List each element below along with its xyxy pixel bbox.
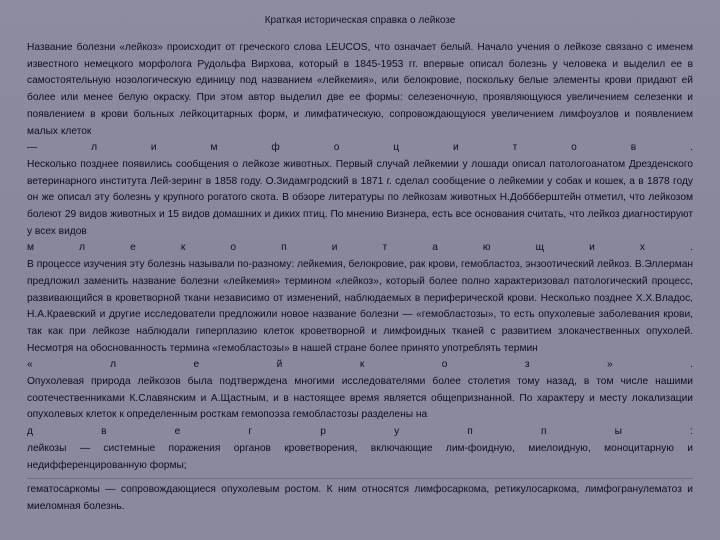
paragraph-hematosarcomas: гематосаркомы — сопровождающиеся опухолевым ростом. К ним относятся лимфосаркома, ретикулосаркома, лимфогранулематоз и миеломная болезнь. bbox=[27, 484, 693, 512]
spaced-letter: м bbox=[27, 242, 35, 254]
spaced-letter: е bbox=[193, 359, 200, 371]
spaced-letter: — bbox=[27, 142, 38, 154]
spaced-letter: о bbox=[333, 142, 340, 154]
slide-title: Краткая историческая справка о лейкозе bbox=[264, 15, 456, 26]
spaced-letter: е bbox=[174, 426, 181, 438]
spaced-letter: р bbox=[320, 426, 326, 438]
paragraph-tumor-nature: Опухолевая природа лейкозов была подтверждена многими исследователями более столетия тому назад, в том числе нашими соотечественниками К.Славянским и А.Щастным, и в настоящее время является общепризнанной. По характеру и месту локализации опухолевых клеток к определенным росткам гемопоэза гемобластозы разделены на bbox=[27, 376, 693, 421]
spaced-letter: к bbox=[359, 359, 365, 371]
spaced-letter: . bbox=[690, 359, 693, 371]
spaced-letter: . bbox=[690, 242, 693, 254]
spaced-line-2 bbox=[27, 240, 693, 257]
spaced-letter: л bbox=[91, 142, 98, 154]
spaced-letter: х bbox=[639, 242, 645, 254]
paragraph-leukoses: лейкозы — системные поражения органов кроветворения, включающие лим-фоидную, миелоидную, моноцитарную и недифференцированную формы; bbox=[27, 442, 693, 471]
spaced-letter: м bbox=[210, 142, 218, 154]
spaced-line-1 bbox=[27, 140, 693, 157]
spaced-letter: а bbox=[432, 242, 438, 254]
spaced-letter: . bbox=[690, 142, 693, 154]
spaced-letter: у bbox=[394, 426, 400, 438]
spaced-line-4 bbox=[27, 424, 693, 441]
spaced-letter: и bbox=[331, 242, 338, 254]
spaced-letter: д bbox=[27, 426, 33, 438]
spaced-letter: т bbox=[382, 242, 388, 254]
paragraph-terminology: В процессе изучения эту болезнь называли по-разному: лейкемия, белокровие, рак крови, гемобластоз, энзоотический лейкоз. В.Эллерман предложил заменить название болезни «лейкемия» термином «лейкоз», который более полно характеризовал патологический процесс, развивающийся в кроветворной ткани независимо от изменений, наблюдаемых в периферической крови. Несколько позднее Х.Х.Владос, Н.А.Краевский и другие исследователи предложили новое название болезни — «гемобластозы», то есть опухолевые заболевания крови, так как при лейкозе наблюдали гиперплазию клеток кроветворной и лимфоидных тканей с развитием злокачественных опухолей. Несмотря на обоснованность термина «гемобластозы» в нашей стране более принято употреблять термин bbox=[27, 259, 693, 354]
spaced-letter: щ bbox=[535, 242, 545, 254]
spaced-letter: ф bbox=[271, 142, 280, 154]
spaced-letter: з bbox=[524, 359, 530, 371]
spaced-letter: е bbox=[130, 242, 136, 254]
spaced-letter: » bbox=[606, 359, 613, 371]
paragraph-animals: Несколько позднее появились сообщения о лейкозе животных. Первый случай лейкемии у лошади описал патологоанатом Дрезденского ветеринарного института Лей-зеринг в 1858 году. О.Зидамгродский в 1871 г. сделал сообщение о лейкемии у собак и кошек, а в 1878 году он же описал эту болезнь у крупного рогатого скота. В обзоре литературы по лейкозам животных Н.Доббберштейн отметил, что лейкозом болеют 29 видов животных и 15 видов домашних и диких птиц. По мнению Визнера, есть все основания считать, что лейкоз диагностируют у всех видов bbox=[27, 158, 693, 237]
spaced-letter: о bbox=[571, 142, 577, 154]
spaced-letter: т bbox=[512, 142, 518, 154]
spaced-letter: г bbox=[248, 426, 253, 438]
spaced-letter: й bbox=[276, 359, 283, 371]
spaced-letter: в bbox=[101, 426, 107, 438]
spaced-letter: и bbox=[453, 142, 459, 154]
spaced-letter: ц bbox=[393, 142, 400, 154]
spaced-letter: и bbox=[589, 242, 595, 254]
spaced-letter: ы bbox=[614, 426, 622, 438]
spaced-letter: к bbox=[180, 242, 186, 254]
spaced-letter: п bbox=[540, 426, 547, 438]
spaced-letter: л bbox=[110, 359, 117, 371]
divider bbox=[27, 478, 693, 479]
spaced-letter: о bbox=[230, 242, 237, 254]
spaced-letter: п bbox=[281, 242, 287, 254]
spaced-letter: в bbox=[630, 142, 637, 154]
spaced-letter: : bbox=[690, 426, 693, 438]
paragraph-virchow: Название болезни «лейкоз» происходит от греческого слова LEUCOS, что означает белый. Начало учения о лейкозе связано с именем известного немецкого морфолога Рудольфа Вирхова, который в 1845-1953 гг. впервые описал болезнь у человека и выделил ее в самостоятельную нозологическую единицу под названием «лейкемия», или белокровие, поскольку белые элементы крови придают ей более или менее белую окраску. При этом автор выделил две ее формы: селезеночную, проявляющуюся увеличением селезенки и появлением в крови больных лейкоцитарных форм, и лимфатическую, сопровождающуюся увеличением лимфоузлов и появлением малых клеток bbox=[27, 42, 693, 137]
spaced-letter: « bbox=[27, 359, 33, 371]
spaced-letter: п bbox=[467, 426, 473, 438]
slide-body bbox=[27, 40, 693, 516]
spaced-letter: и bbox=[150, 142, 157, 154]
spaced-letter: о bbox=[441, 359, 448, 371]
spaced-letter: л bbox=[79, 242, 86, 254]
spaced-line-3 bbox=[27, 357, 693, 374]
spaced-letter: ю bbox=[482, 242, 491, 254]
